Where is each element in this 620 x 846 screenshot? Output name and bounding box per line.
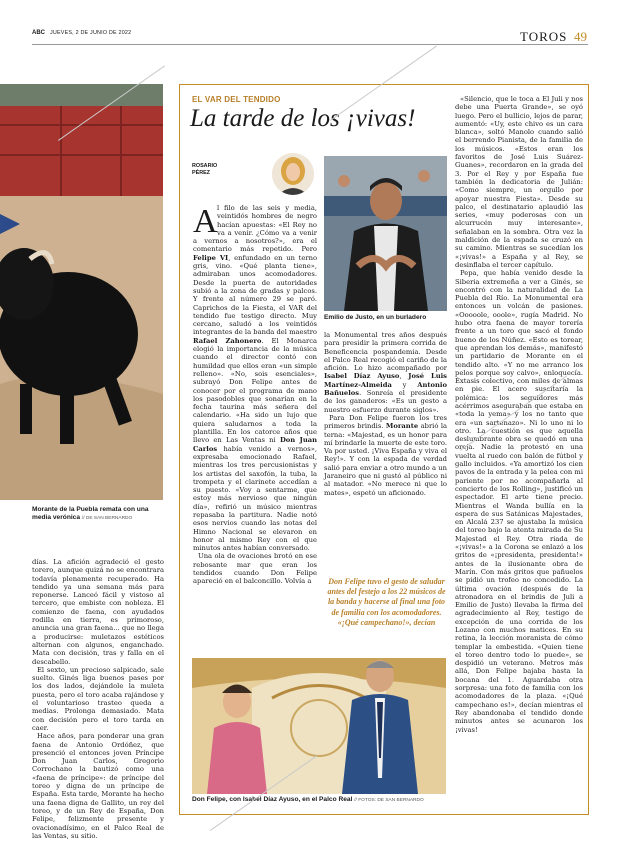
right-column — [455, 95, 583, 734]
middle-column-1 — [193, 204, 317, 586]
king-caption-credit: // FOTOS: DE SAN BERNARDO — [354, 798, 424, 803]
emilio-photo-illustration — [324, 156, 447, 311]
middle1-paragraph: Una ola de ovaciones brotó en ese rebosante mar que eran los tendidos cuando Don Felipe apareció en el balconcillo. Volvía a — [193, 552, 317, 586]
king-photo-illustration — [192, 658, 446, 794]
article-kicker: EL VAR DEL TENDIDO — [192, 95, 281, 104]
bull-caption: Morante de la Puebla remata con una media verónica // DE SAN BERNARDO — [32, 506, 149, 522]
middle2-paragraph: la Monumental tres años después para presidir la primera corrida de Beneficencia pospandemia. Desde el Palco Real recogió el cariño de la afición. Lo hizo acompañado por Isabel Díaz Ayuso, José Luis Martínez-Almeida y Antonio Bañuelos. Sonreía el presidente de los ganaderos: «Es un gesto a nuestro esfuerzo durante siglos». — [324, 331, 447, 414]
pull-quote: Don Felipe tuvo el gesto de saludar antes del festejo a los 22 músicos de la banda y hacerse al final una foto de familia con los acomodadores. «¡Qué campechano!», decían — [327, 577, 446, 627]
left-column — [32, 558, 164, 840]
right-paragraph: «Silencio, que le toca a El Juli y nos debe una Puerta Grande», se oyó luego. Pero el bullicio, lejos de parar, aumentó: «Uy, este chivo es un cara blanca», soltó Manolo cuando salió el berrendo Pianista, de la familia de los músicos. «Estos eran los favoritos de José Luis Suárez-Guanes», recordaron en la grada del 3. Por el Rey y por España fue también la dedicatoria de Julián: «Como siempre, un orgullo por apoyar nuestra Fiesta». Desde su palco, el destinatario aplaudió las series, «muy poderosas con un alcurrucén muy interesante», señalaban en la sombra. Otra vez la maldición de la espada se cruzó en su camino. Mientras se sucedían los «¡vivas!» a España y al Rey, se desinflaba el tercer capítulo. — [455, 95, 583, 269]
left-paragraph: días. La afición agradeció el gesto torero, aunque quizá no se encontrara todavía plenamente recuperado. Ha tendido ya una semana más para reponerse. Lanceó fácil y vistoso al tercero, que embiste con nobleza. El comienzo de faena, con ayudados rodilla en tierra, es primoroso, anuncia una gran faena... que no llega a producirse: muletazos estéticos alternan con algunos, enganchado. Mata con decisión, tras y falla en el descabello. — [32, 558, 164, 666]
author-byline — [192, 163, 217, 177]
header-date: JUEVES, 2 DE JUNIO DE 2022 — [50, 30, 132, 36]
king-caption: Don Felipe, con Isabel Díaz Ayuso, en el Palco Real // FOTOS: DE SAN BERNARDO — [192, 796, 424, 803]
emilio-caption: Emilio de Justo, en un burladero — [324, 314, 427, 321]
bull-caption-credit: // DE SAN BERNARDO — [81, 516, 133, 522]
author-first-name: ROSARIO — [192, 163, 218, 169]
left-paragraph: El sexto, un precioso salpicado, sale suelto. Ginés liga buenos pases por los dos lados, dejándole la muleta puesta, pero el toro acaba rajándose y el voluntarioso trasteo queda a medias. Prolonga demasiado. Mata con decisión pero el toro tarda en caer. — [32, 665, 164, 732]
bull-photo-illustration — [0, 84, 163, 500]
header-rule — [32, 44, 588, 45]
bull-photo — [0, 84, 163, 500]
drop-cap-spacer — [193, 204, 217, 234]
middle1-paragraph: l filo de las seis y media, veintidós hombres de negro hacían apuestas: «El Rey no va a venir. ¿Cómo va a venir a vernos a nosotros?», era el comentario más repetido. Pero Felipe VI, enfundado en un terno gris, vino. «Qué planta tiene», admiraban unos acomodadores. Desde la puerta de autoridades subió a la zona de gradas y palcos. Y frente al número 29 se paró. Caprichos de la Fiesta, el VAR del tendido fue testigo directo. Muy cercano, saludó a los veintidós integrantes de la banda del maestro Rafael Zahonero. El Monarca elogió la importancia de la música cuando el director contó con humildad que ellos eran «un simple relleno». «No, sois esenciales», subrayó Don Felipe antes de conocer por el programa de mano los pasodobles que sonarían en la fecha taurina más señera del calendario. «Ha sido un lujo que quiera saludarnos a toda la plantilla. En los catorce años que llevo en Las Ventas ni Don Juan Carlos había venido a vernos», expresaba emocionado Rafael, mientras los tres percusionistas y los artistas del saxofón, la tuba, la trompeta y el clarinete accedían a su puesto. «Voy a sentarme, que estoy más nervioso que ningún día», refirió un músico mientras repasaba la partitura. Nadie notó esos nervios cuando las notas del Himno Nacional se elevaron en honor al mismo Rey con el que minutos antes habían conversado. — [193, 204, 318, 553]
header-section: TOROS — [520, 29, 568, 44]
king-photo — [192, 658, 446, 794]
article-title: La tarde de los ¡vivas! — [190, 105, 416, 132]
middle-column-2 — [324, 331, 447, 497]
left-paragraph: Hace años, para ponderar una gran faena de Antonio Ordóñez, que presenció el entonces joven Príncipe Don Juan Carlos, Gregorio Corrochano la bautizó como una «faena de príncipe»: de príncipe del toreo y digna de un príncipe de España. Esta tarde, Morante ha hecho una faena digna de Gallito, un rey del toreo, y de un Rey de España, Don Felipe, felizmente presente y ovacionadísimo, en el Palco Real de las Ventas, su sitio. — [32, 732, 164, 840]
header-logo: ABC — [32, 30, 45, 36]
emilio-photo — [324, 156, 447, 311]
author-last-name: PÉREZ — [192, 170, 210, 176]
author-photo — [272, 153, 314, 195]
right-paragraph: Pepa, que había venido desde la Siberia extremeña a ver a Ginés, se encontró con la naturalidad de La Puebla del Río. La Monumental era entonces un volcán de pasiones. «Ooooole, ooole», rugía Madrid. No hubo otra faena de mayor torería frente a un toro que sacó el fondo bueno de los Núñez. «Esto es torear, que aprendan los demás», manifestó un partidario de Morante en el tendido alto. «Y no me arranco los pelos porque soy calvo», enloquecía. Éxtasis colectivo, con miles de almas en pie. El acero suscitaría la polémica: los seguidores más acérrimos aseguraban que estaba en «toda la yema» y los no tanto que era «un sartenazo». Ni lo uno ni lo otro. La cuestión es que aquella deslumbrante obra se quedó en una oreja. Nadie la protestó en una vuelta al ruedo con balón de fútbol y gallo incluidos. «Ya amortizó los cien pavos de la entrada y la pelea con mi pariente por no acompañarla al concierto de los Rolling», justificó un espectador. El arte tiene precio. Mientras el Wanda bullía en la espera de sus Satánicas Majestades, en Alcalá 237 se ajustaba la música del toreo bajo la atenta mirada de Su Majestad el Rey. Otra riada de «¡vivas!» a la Corona se enlazó a los gritos de «¡presidenta, presidenta!» antes de la ilusionante obra de Marín. Con más gritos que pañuelos se pidió un trofeo no concedido. La última ovación (después de la atronadora en el brindis de Juli a Emilio de Justo) llevaba la firma del agradecimiento al Rey, testigo de excepción de una corrida de los Lozano con muchos matices. En su retina, la lección moranista de cómo templar la embestida. «Quien tiene el toreo dentro todo lo puede», se despidió un veterano. Metros más allá, Don Felipe bajaba hasta la bocana del 1. Aguardaba otra sorpresa: una foto de familia con los acomodadores de la plaza. «¡Qué campechano es!», decían mientras el Rey abandonaba el tendido donde minutos antes se acunaron los ¡vivas! — [455, 269, 583, 734]
author-portrait-illustration — [272, 153, 314, 195]
header-page-number: 49 — [574, 29, 587, 44]
middle2-paragraph: Para Don Felipe fueron los tres primeros brindis. Morante abrió la terna: «Majestad, es un honor para mí brindarle la muerte de este toro. Va por usted. ¡Viva España y viva el Rey!». Y con la espada de verdad salió para enviar a otro mundo a un Jaraneiro que ni gustó al público ni al matador. «No merece ni que lo mates», espetó un aficionado. — [324, 413, 448, 497]
page-header — [0, 0, 620, 44]
drop-cap: A — [193, 203, 218, 240]
